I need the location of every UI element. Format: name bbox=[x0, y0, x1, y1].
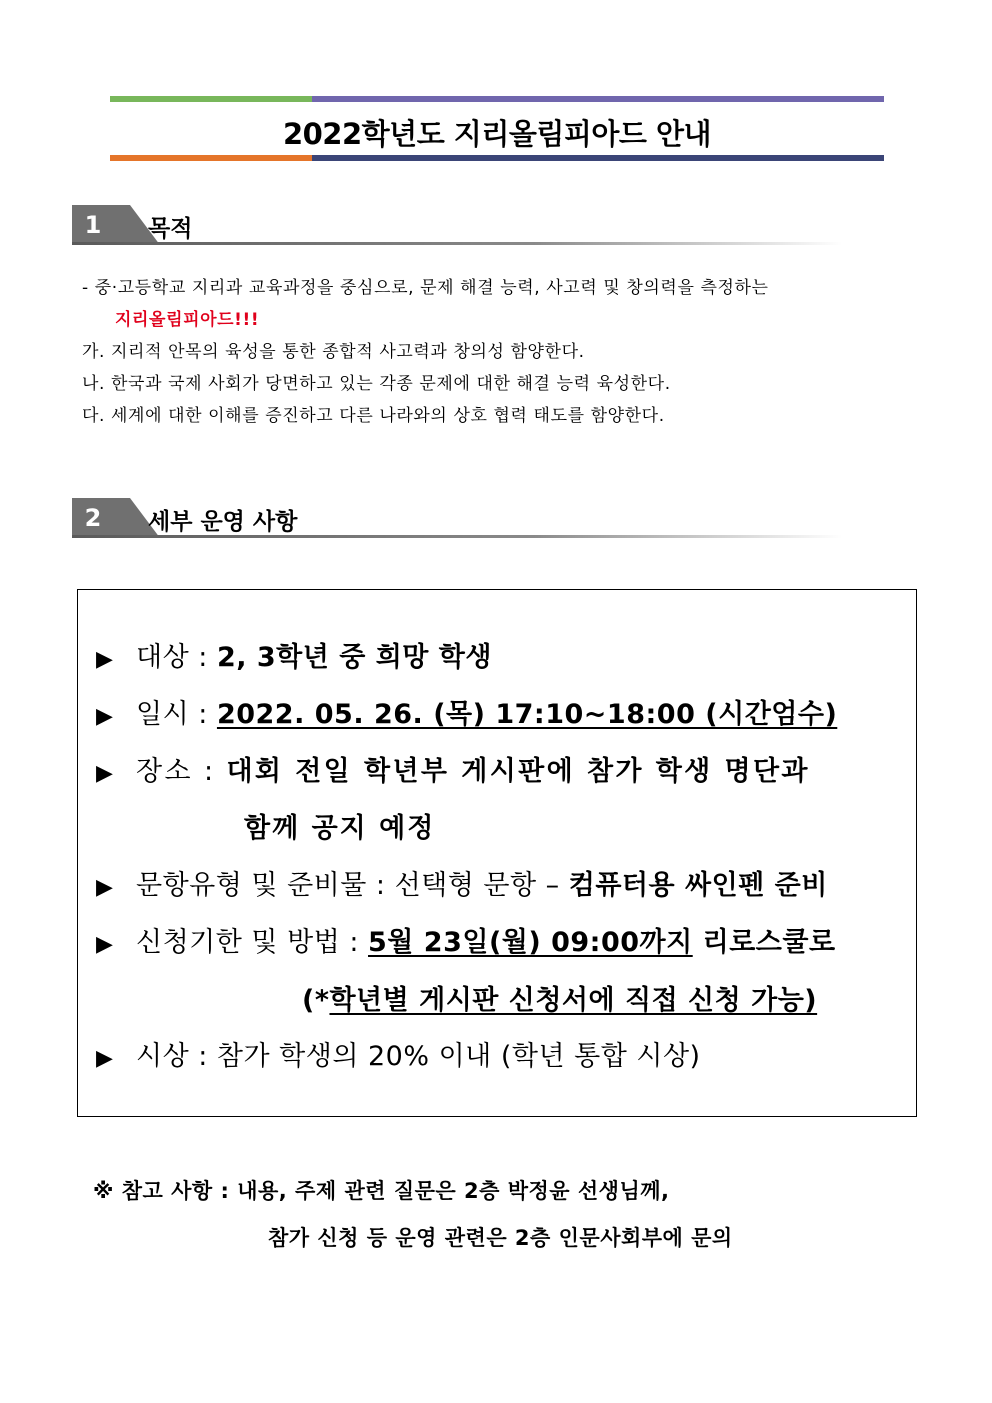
arrow-icon: ▶ bbox=[96, 761, 116, 786]
section1-title: 목적 bbox=[148, 216, 193, 242]
section1-intro-line1: - 중·고등학교 지리과 교육과정을 중심으로, 문제 해결 능력, 사고력 및 창의력을 측정하는 bbox=[82, 278, 769, 298]
award-text: 시상 : 참가 학생의 20% 이내 (학년 통합 시상) bbox=[136, 1041, 701, 1072]
place-row bbox=[96, 749, 810, 788]
arrow-icon: ▶ bbox=[96, 932, 114, 957]
title-bar-top-purple bbox=[312, 96, 884, 102]
title-bar-bottom-navy bbox=[312, 155, 884, 161]
apply-deadline: 5월 23일(월) 09:00까지 bbox=[368, 927, 693, 958]
apply-method: 리로스쿨로 bbox=[692, 927, 836, 958]
award-row bbox=[96, 1034, 701, 1073]
arrow-icon: ▶ bbox=[96, 875, 114, 900]
date-label: 일시 : bbox=[136, 699, 208, 730]
date-row bbox=[96, 692, 837, 731]
document-title: 2022학년도 지리올림피아드 안내 bbox=[282, 117, 712, 151]
apply-row-line2 bbox=[302, 978, 817, 1017]
target-row bbox=[96, 635, 492, 674]
section1-intro-highlight: 지리올림피아드!!! bbox=[115, 310, 260, 330]
section1-item: 다. 세계에 대한 이해를 증진하고 다른 나라와의 상호 협력 태도를 함양한다. bbox=[82, 406, 665, 426]
target-label: 대상 : bbox=[136, 642, 208, 673]
section2-number-badge bbox=[72, 498, 130, 538]
apply-line2-text: 학년별 게시판 신청서에 직접 신청 가능) bbox=[329, 985, 818, 1016]
arrow-icon: ▶ bbox=[96, 704, 114, 729]
type-row bbox=[96, 863, 828, 902]
arrow-icon: ▶ bbox=[96, 647, 114, 672]
title-bar-bottom-orange bbox=[110, 155, 312, 161]
section1-item: 가. 지리적 안목의 육성을 통한 종합적 사고력과 창의성 함양한다. bbox=[82, 342, 585, 362]
section1-number: 1 bbox=[84, 211, 102, 239]
place-value-line2: 함께 공지 예정 bbox=[244, 813, 436, 844]
arrow-icon: ▶ bbox=[96, 1046, 114, 1071]
date-value: 2022. 05. 26. (목) 17:10~18:00 (시간엄수) bbox=[216, 699, 838, 730]
type-label: 문항유형 및 준비물 : 선택형 문항 – bbox=[136, 870, 560, 901]
section2-number: 2 bbox=[84, 504, 102, 532]
note-line1: ※ 참고 사항 : 내용, 주제 관련 질문은 2층 박정윤 선생님께, bbox=[93, 1179, 670, 1203]
section2-title: 세부 운영 사항 bbox=[148, 509, 298, 535]
place-value-line1: 대회 전일 학년부 게시판에 참가 학생 명단과 bbox=[226, 756, 810, 787]
section1-number-badge bbox=[72, 205, 130, 245]
apply-row bbox=[96, 920, 836, 959]
type-value: 컴퓨터용 싸인펜 준비 bbox=[568, 870, 828, 901]
place-label: 장소 : bbox=[136, 756, 216, 787]
note-line2: 참가 신청 등 운영 관련은 2층 인문사회부에 문의 bbox=[268, 1226, 733, 1250]
apply-line2-prefix: (* bbox=[302, 985, 330, 1016]
section1-item: 나. 한국과 국제 사회가 당면하고 있는 각종 문제에 대한 해결 능력 육성한다. bbox=[82, 374, 671, 394]
apply-label: 신청기한 및 방법 : bbox=[136, 927, 359, 958]
title-bar-top-green bbox=[110, 96, 312, 102]
target-value: 2, 3학년 중 희망 학생 bbox=[216, 642, 492, 673]
